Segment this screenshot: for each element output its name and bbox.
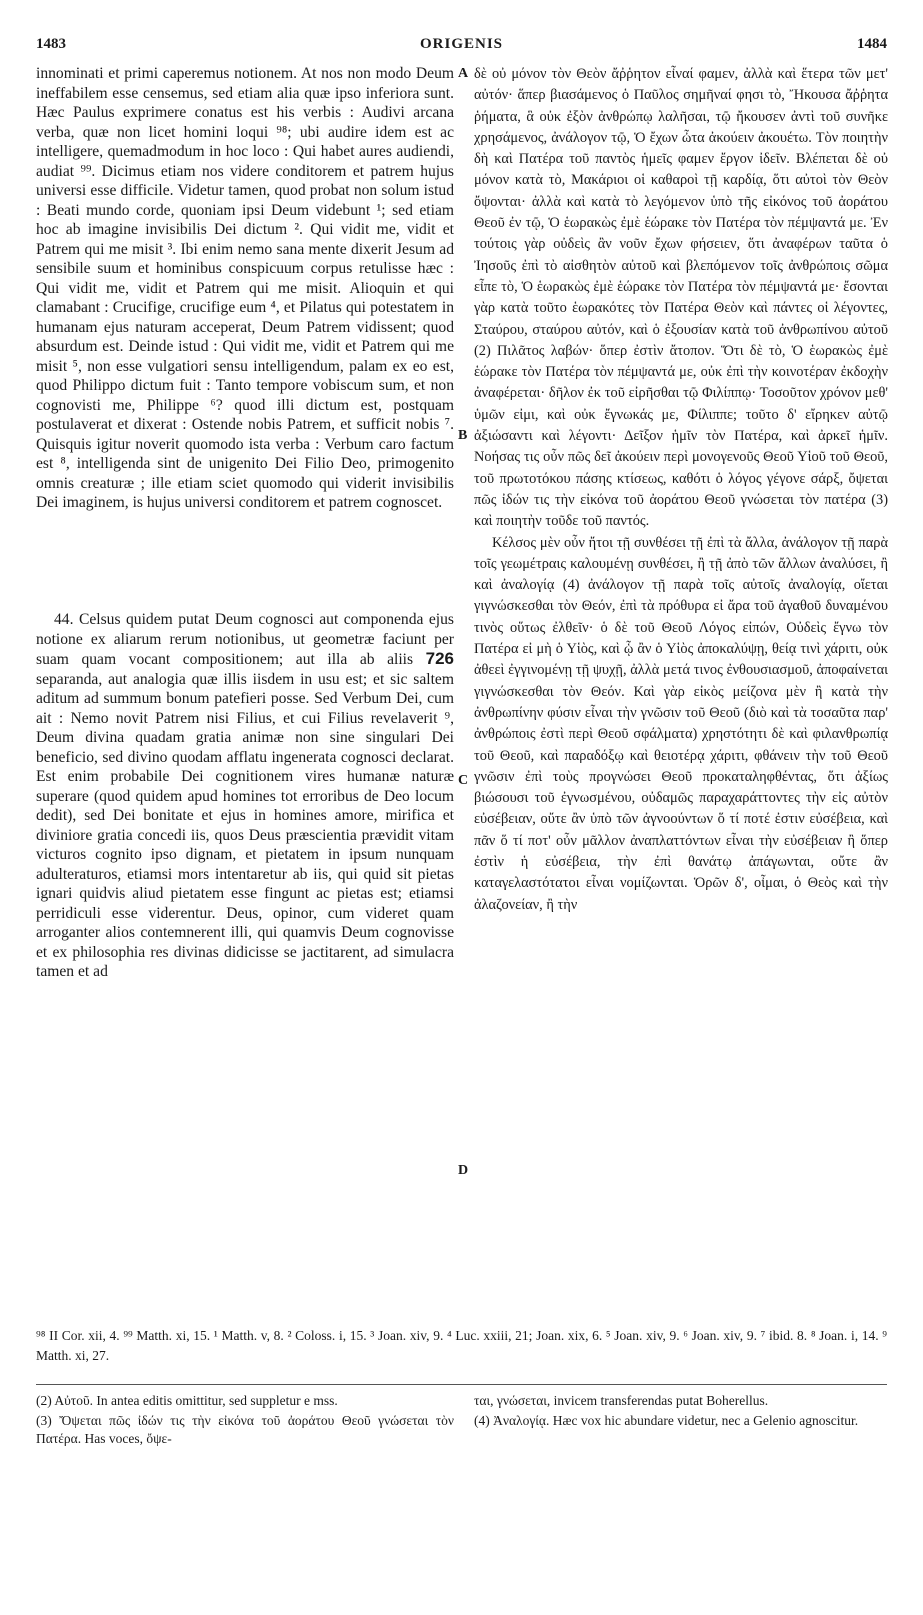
editor-notes-right [474,1392,888,1432]
latin-paragraph-2-rest: separanda, aut analogia quæ illis iisdem in usu est; et sic saltem aditum ad summum bonum patefieri posse. Sed Verbum Dei, cum ait : Nemo novit Patrem nisi Filius, et cui Filius revelaverit ⁹, Deum divina quadam gratia animæ non sine singulari Dei beneficio, sed divino quodam afflatu ingenerata cognosci declarat. Est enim probabile Dei cognitionem vires humanæ naturæ superare (quod quidem apud homines tot erroribus de Deo locum dedit), sed Dei bonitate et ejus in homines amore, mirifica et diviniore gratia concedi iis, quos Deus præscientia prævidit vitam victuros cognito ipso dignam, et pietatem in ipsum nunquam adulteraturos, etiamsi mors intentaretur ab iis, qui quid sit pietas ignari quidvis aliud pietatem esse fingunt ac pietas est; etiamsi perridiculi esse viderentur. Deus, opinor, cum videret quam arroganter alios contemnerent illi, qui quamvis Deum cognovisse et ex philosophia res divinas didicisse se jactitarent, ad simulacra tamen et ad [36,670,454,980]
margin-letter-c: C [458,773,469,788]
greek-paragraph-2: Κέλσος μὲν οὖν ἤτοι τῇ συνθέσει τῇ ἐπὶ τὰ ἄλλα, ἀνάλογον τῇ παρὰ τοῖς γεωμέτραις καλουμένῃ συνθέσει, ἢ τῇ ἀπὸ τῶν ἄλλων ἀναλύσει, ἢ καὶ ἀναλογίᾳ (4) ἀνάλογον τῇ παρὰ τοῖς αὐτοῖς ἀναλογίᾳ, οἴεται γιγνώσκεσθαι τὸν Θεόν, ἐπὶ τὰ πρόθυρα εἰ ἄρα τοῦ ἀγαθοῦ δυναμένου τινὸς οὕτως ἐλθεῖν· ὁ δὲ τοῦ Θεοῦ Λόγος εἰπών, Οὐδεὶς ἔγνω τὸν Πατέρα εἰ μὴ ὁ Υἱὸς, καὶ ᾧ ἂν ὁ Υἱὸς ἀποκαλύψῃ, θείᾳ τινὶ χάριτι, οὐκ ἀθεεὶ ἐγγινομένῃ τῇ ψυχῇ, ἀλλὰ μετά τινος ἐνθουσιασμοῦ, ἀποφαίνεται γιγνώσκεσθαι τὸν Θεόν. Καὶ γὰρ εἰκὸς μείζονα μὲν ἢ κατὰ τὴν ἀνθρωπίνην φύσιν εἶναι τὴν γνῶσιν τοῦ Θεοῦ (διὸ καὶ τὰ τοσαῦτα παρ' ἀνθρώποις ἐστὶ περὶ Θεοῦ σφάλματα) χρηστότητι δὲ καὶ φιλανθρωπίᾳ τοῦ Θεοῦ, καὶ παραδόξῳ καὶ θειοτέρᾳ χάριτι, φθάνειν τὴν τοῦ Θεοῦ γνῶσιν ἐπὶ τοὺς προγνώσει Θεοῦ προκαταληφθέντας, ὅτι ἀξίως βιώσουσι τοῦ ἐγνωσμένου, οὐδαμῶς παραχαράττοντες τὴν εἰς αὐτὸν εὐσέβειαν, οὔτε ἂν ὑπὸ τῶν ἀγνοούντων ὅ τί ποτέ ἐστιν εὐσέβεια, καὶ πᾶν ὅ τί ποτ' οὖν μᾶλλον ἀναπλαττόντων εἶναι τὴν εὐσέβειαν ἢ ὅπερ ἐστὶν ἡ εὐσέβεια, τὴν ἐπὶ θανάτῳ ἀπάγωνται, οὔτε ἂν καταγελαστότατοι εἶναι νομίζωνται. Ὁρῶν δ', οἶμαι, ὁ Θεὸς καὶ τὴν ἀλαζονείαν, ἢ τὴν [474,534,888,913]
notes-divider [36,1384,887,1385]
page-header [36,36,887,58]
margin-letter-d: D [458,1163,469,1178]
latin-paragraph-1: innominati et primi caperemus notionem. At nos non modo Deum ineffabilem esse censemus, sed etiam alia quæ ipso inferiora sunt. Hæc Paulus exprimere conatus est his verbis : Audivi arcana verba, quæ non licet homini loqui ⁹⁸; ubi audire idem est ac intelligere, quemadmodum in hoc loco : Qui habet aures audiendi, audiat ⁹⁹. Dicimus etiam nos videre conditorem et patrem hujus universi esse difficile. Videtur tamen, quod probat non solum istud : Beati mundo corde, quoniam ipsi Deum videbunt ¹; sed etiam hoc ab imagine invisibilis Dei dictum ². Qui vidit me, vidit et Patrem qui me misit ³. Ibi enim nemo sana mente dixerit Jesum ad sensibile suum et hominibus conspicuum corpus retulisse hæc : Qui vidit me, vidit et Patrem qui me misit. Alioquin et qui clamabant : Crucifige, crucifige eum ⁴, et Pilatus qui potestatem in humanam ejus naturam acceperat, Deum Patrem vidissent; quod absurdum est. Deinde istud : Qui vidit me, vidit et Patrem qui me misit ⁵, non esse vulgatiori sensu intelligendum, palam ex eo est, quod Philippo dictum fuit : Tanto tempore vobiscum sum, et non cognovisti me, Philippe ⁶? quod illi dictum est, postquam postulaverat et dixerat : Ostende nobis Patrem, et sufficit nobis ⁷. Quisquis igitur noverit quomodo ista verba : Verbum caro factum est ⁸, intelligenda sint de unigenito Dei Filio Deo, primogenito omnis creaturæ ; ille etiam sciet quomodo qui viderit invisibilis Dei imaginem, is hujus universi conditorem et patrem cognoscet. [36,65,454,511]
latin-column-bottom [36,610,454,1615]
column-number: 726 [425,649,454,668]
latin-paragraph-2-start: 44. Celsus quidem putat Deum cognosci aut componenda ejus notione ex aliarum rerum notionibus, ut geometræ faciunt per suam quam vocant compositionem; aut illa ab aliis [36,611,454,668]
editor-note-4: (4) Ἀναλογίᾳ. Hæc vox hic abundare videtur, nec a Gelenio agnoscitur. [474,1413,859,1428]
greek-column [474,64,888,1069]
running-title: ORIGENIS [419,36,504,52]
margin-letter-a: A [458,66,469,81]
latin-column-top [36,64,454,610]
right-page-number: 1484 [857,36,887,52]
left-page-number: 1483 [36,36,66,52]
editor-notes-left [36,1392,454,1450]
greek-paragraph-1: δὲ οὐ μόνον τὸν Θεὸν ἄῤῥητον εἶναί φαμεν, ἀλλὰ καὶ ἕτερα τῶν μετ' αὐτόν· ἅπερ βιασάμενος ὁ Παῦλος σημῆναί φησι τὸ, Ἤκουσα ἄῤῥητα ῥήματα, ἃ οὐκ ἐξὸν ἀνθρώπῳ λαλῆσαι, τῷ ἤκουσεν ἀντὶ τοῦ συνῆκε χρησάμενος, ἀνάλογον τῷ, Ὁ ἔχων ὦτα ἀκούειν ἀκουέτω. Τὸν ποιητὴν δὴ καὶ Πατέρα τοῦ παντὸς ἡμεῖς φαμεν ἔργον ἰδεῖν. Βλέπεται δὲ οὐ μόνον κατὰ τὸ, Μακάριοι οἱ καθαροὶ τῇ καρδίᾳ, ὅτι αὐτοὶ τὸν Θεὸν ὄψονται· ἀλλὰ καὶ κατὰ τὸ λεγόμενον ὑπὸ τῆς εἰκόνος τοῦ ἀοράτου Θεοῦ ἐν τῷ, Ὁ ἑωρακὼς ἐμὲ ἑώρακε τὸν Πατέρα τὸν πέμψαντά με. Ἐν τούτοις γὰρ οὐδεὶς ἂν νοῦν ἔχων φήσειεν, ὅτι ἀναφέρων ταῦτα ὁ Ἰησοῦς ἐπὶ τὸ αἰσθητὸν αὐτοῦ καὶ βλεπόμενον τοῖς ἀνθρώποις σῶμα εἶπε τὸ, Ὁ ἑωρακὼς ἐμὲ ἑώρακε τὸν Πατέρα τὸν πέμψαντά με· ἔσονται γὰρ κατὰ τοῦτο ἑωρακότες τὸν Πατέρα Θεὸν καὶ πάντες οἱ λέγοντες, Σταύρου, σταύρου αὐτόν, καὶ ὁ ἐξουσίαν κατὰ τοῦ ἀνθρωπίνου αὐτοῦ (2) Πιλᾶτος λαβών· ὅπερ ἐστὶν ἄτοπον. Ὅτι δὲ τὸ, Ὁ ἑωρακὼς ἐμὲ ἑώρακε τὸν Πατέρα τὸν πέμψαντά με, οὐκ ἐπὶ τὴν κοινοτέραν ἐκδοχὴν ἀναφέρεται· δῆλον ἐκ τοῦ εἰρῆσθαι τῷ Φιλίππῳ· Τοσοῦτον χρόνον μεθ' ὑμῶν εἰμι, καὶ οὐκ ἔγνωκάς με, Φίλιππε; τοῦτο δ' εἴρηκεν αὐτῷ ἀξιώσαντι καὶ λέγοντι· Δεῖξον ἡμῖν τὸν Πατέρα, καὶ ἀρκεῖ ἡμῖν. Νοήσας τις οὖν πῶς δεῖ ἀκούειν περὶ μονογενοῦς Θεοῦ Υἱοῦ τοῦ Θεοῦ, τοῦ πρωτοτόκου πάσης κτίσεως, καθότι ὁ λόγος γέγονε σάρξ, ὄψεται πῶς ἰδών τις τὴν εἰκόνα τοῦ ἀοράτου Θεοῦ γνώσεται τὸν πατέρα (3) καὶ ποιητὴν τοῦδε τοῦ παντός. [474,66,888,530]
editor-note-3-continued: ται, γνώσεται, invicem transferendas putat Boherellus. [474,1393,769,1408]
latin-paragraph-2 [36,610,454,982]
scripture-footnotes: ⁹⁸ II Cor. xii, 4. ⁹⁹ Matth. xi, 15. ¹ Matth. v, 8. ² Coloss. i, 15. ³ Joan. xiv, 9. ⁴ Luc. xxiii, 21; Joan. xix, 6. ⁵ Joan. xiv, 9. ⁶ Joan. xiv, 9. ⁷ ibid. 8. ⁸ Joan. i, 14. ⁹ Matth. xi, 27. [36,1328,887,1363]
editor-note-2: (2) Αὐτοῦ. In antea editis omittitur, sed suppletur e mss. [36,1393,338,1408]
editor-note-3: (3) Ὄψεται πῶς ἰδών τις τὴν εἰκόνα τοῦ ἀοράτου Θεοῦ γνώσεται τὸν Πατέρα. Has voces, ὄψε- [36,1413,454,1446]
margin-letter-b: B [458,428,468,443]
